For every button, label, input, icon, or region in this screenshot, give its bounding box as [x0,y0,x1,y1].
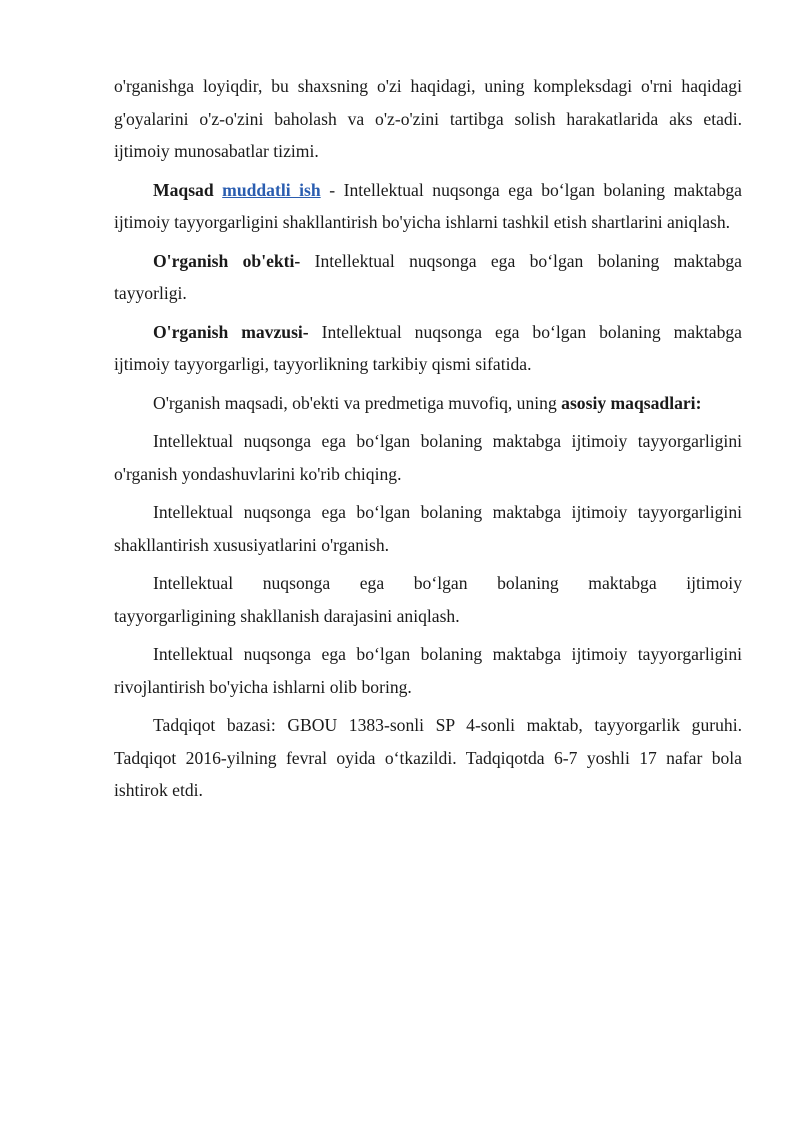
paragraph-goal [114,174,742,239]
task-item: Intellektual nuqsonga ega bo‘lgan bolaning maktabga ijtimoiy tayyorgarligini o'rganish yondashuvlarini ko'rib chiqing. [114,431,742,484]
task-item: Intellektual nuqsonga ega bo‘lgan bolaning maktabga ijtimoiy tayyorgarligini rivojlantirish bo'yicha ishlarni olib boring. [114,644,742,697]
paragraph-object [114,245,742,310]
paragraph-intro: o'rganishga loyiqdir, bu shaxsning o'zi haqidagi, uning kompleksdagi o'rni haqidagi g'oyalarini o'z-o'zini baholash va o'z-o'zini tartibga solish harakatlarida aks etadi. ijtimoiy munosabatlar tizimi. [114,76,742,161]
subject-label: O'rganish mavzusi- [153,321,309,342]
paragraph-research-base: Tadqiqot bazasi: GBOU 1383-sonli SP 4-sonli maktab, tayyorgarlik guruhi. Tadqiqot 2016-yilning fevral oyida o‘tkazildi. Tadqiqotda 6-7 yoshli 17 nafar bola ishtirok etdi. [114,715,742,800]
task-item: Intellektual nuqsonga ega bo‘lgan bolaning maktabga ijtimoiy tayyorgarligini shakllantirish xususiyatlarini o'rganish. [114,502,742,555]
task-item-line: Intellektual nuqsonga ega bo‘lgan bolaning maktabga ijtimoiy [153,573,742,593]
task-item-line: tayyorgarligining shakllanish darajasini aniqlash. [114,605,460,626]
paragraph-subject [114,316,742,381]
aims-label: asosiy maqsadlari: [561,392,702,413]
subject-text: Intellektual nuqsonga ega bo‘lgan bolaning maktabga ijtimoiy tayyorgarligi, tayyorlikning tarkibiy qismi sifatida. [114,321,742,374]
goal-label: Maqsad [153,179,214,200]
goal-text: - Intellektual nuqsonga ega bo‘lgan bolaning maktabga ijtimoiy tayyorgarligini shakllantirish bo'yicha ishlarni tashkil etish shartlarini aniqlash. [114,179,742,232]
object-text: Intellektual nuqsonga ega bo‘lgan bolaning maktabga tayyorligi. [114,250,742,303]
paragraph-aims-intro [114,387,742,420]
object-label: O'rganish ob'ekti- [153,250,301,271]
term-link[interactable]: muddatli ish [222,179,321,200]
aims-intro-text: O'rganish maqsadi, ob'ekti va predmetiga muvofiq, uning [153,392,562,413]
document-page [114,70,742,807]
